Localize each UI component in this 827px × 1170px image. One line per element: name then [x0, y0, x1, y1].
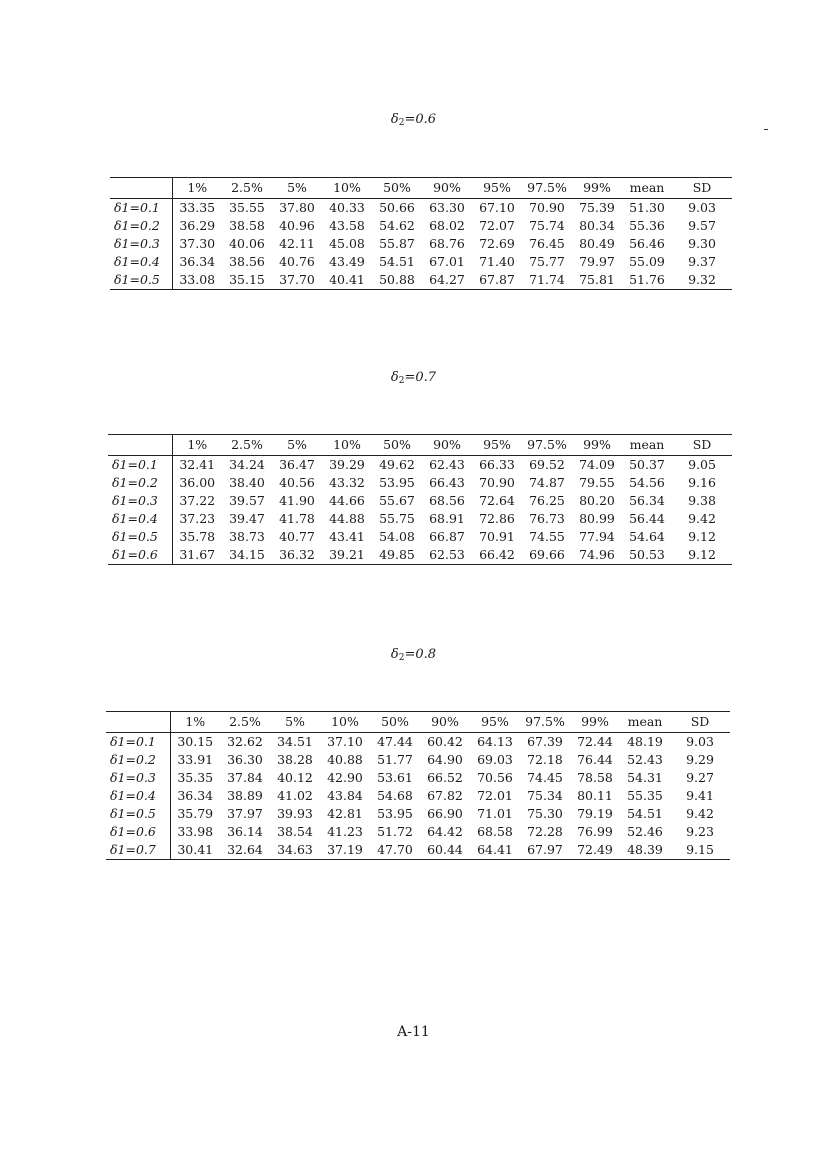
table-cell: 36.34 — [177, 788, 214, 803]
table-cell: 38.58 — [229, 218, 265, 233]
table-cell: 47.70 — [370, 841, 420, 860]
table-cell: 9.42 — [686, 806, 714, 821]
table-row — [110, 271, 732, 290]
table-cell: 43.58 — [329, 218, 365, 233]
table-cell: 48.19 — [627, 734, 663, 749]
table-row — [106, 733, 730, 752]
header-row — [106, 712, 730, 733]
table-cell: 9.41 — [686, 788, 714, 803]
table-cell: 40.96 — [279, 218, 315, 233]
table-cell: 80.20 — [579, 493, 615, 508]
table-cell: 62.53 — [422, 546, 472, 565]
table-cell: 40.33 — [329, 200, 365, 215]
table-cell: 80.34 — [579, 218, 615, 233]
table-cell: 41.78 — [279, 511, 315, 526]
table-cell: 56.44 — [629, 511, 665, 526]
row-label: δ1=0.5 — [108, 528, 172, 546]
table-cell: 39.93 — [277, 806, 313, 821]
table-cell: 35.35 — [177, 770, 214, 785]
table-cell: 38.28 — [277, 752, 313, 767]
table-cell: 43.49 — [329, 254, 365, 269]
table-cell: 67.82 — [427, 788, 463, 803]
table-cell: 42.11 — [279, 236, 315, 251]
table-cell: 51.30 — [629, 200, 665, 215]
column-header: SD — [670, 712, 730, 733]
table-cell: 36.47 — [279, 457, 315, 472]
table-cell: 40.77 — [279, 529, 315, 544]
table-cell: 54.56 — [629, 475, 665, 490]
column-header: 2.5% — [222, 178, 272, 199]
table-cell: 78.58 — [577, 770, 613, 785]
table-cell: 54.08 — [379, 529, 415, 544]
table-cell: 64.41 — [470, 841, 520, 860]
table-cell: 74.96 — [572, 546, 622, 565]
table-cell: 66.87 — [429, 529, 465, 544]
column-header: 99% — [570, 712, 620, 733]
table-cell: 37.30 — [179, 236, 216, 251]
table-cell: 34.15 — [222, 546, 272, 565]
table-cell: 60.44 — [420, 841, 470, 860]
title-value: =0.6 — [404, 112, 437, 127]
table-row — [108, 510, 732, 528]
title-symbol: δ — [390, 647, 399, 662]
column-header: 1% — [172, 178, 222, 199]
column-header: 90% — [422, 435, 472, 456]
column-header: 97.5% — [522, 435, 572, 456]
table-cell: 37.19 — [320, 841, 370, 860]
table-cell: 36.29 — [179, 218, 216, 233]
title-subscript: 2 — [398, 653, 405, 663]
header-corner — [110, 178, 172, 199]
table-cell: 45.08 — [329, 236, 365, 251]
table-row — [108, 456, 732, 475]
table-cell: 79.55 — [579, 475, 615, 490]
table-cell: 38.89 — [227, 788, 263, 803]
table-cell: 75.74 — [529, 218, 565, 233]
table-cell: 9.16 — [688, 475, 716, 490]
table-cell: 34.24 — [229, 457, 265, 472]
table-cell: 9.29 — [686, 752, 714, 767]
table-cell: 56.46 — [629, 236, 665, 251]
table-cell: 54.62 — [379, 218, 415, 233]
table-cell: 35.15 — [222, 271, 272, 290]
table-cell: 34.63 — [270, 841, 320, 860]
table-cell: 40.76 — [279, 254, 315, 269]
table-title — [0, 112, 827, 128]
row-label: δ1=0.5 — [110, 271, 172, 290]
table-cell: 41.23 — [327, 824, 363, 839]
table-cell: 38.54 — [277, 824, 313, 839]
table-cell: 40.41 — [322, 271, 372, 290]
table-cell: 67.87 — [472, 271, 522, 290]
table-cell: 49.62 — [379, 457, 415, 472]
row-label: δ1=0.2 — [108, 474, 172, 492]
quantile-table — [108, 434, 732, 565]
table-cell: 55.87 — [379, 236, 415, 251]
table-cell: 39.29 — [329, 457, 365, 472]
table-cell: 40.06 — [229, 236, 265, 251]
table-row — [108, 528, 732, 546]
table-cell: 44.66 — [329, 493, 365, 508]
table-cell: 64.90 — [427, 752, 463, 767]
table-cell: 37.97 — [227, 806, 263, 821]
table-row — [106, 805, 730, 823]
table-cell: 66.33 — [479, 457, 515, 472]
table-cell: 9.05 — [688, 457, 716, 472]
table-cell: 9.23 — [686, 824, 714, 839]
table-cell: 40.88 — [327, 752, 363, 767]
table-cell: 72.49 — [570, 841, 620, 860]
row-label: δ1=0.1 — [106, 733, 170, 752]
column-header: 95% — [472, 435, 522, 456]
table-cell: 9.12 — [688, 529, 716, 544]
table-cell: 64.42 — [427, 824, 463, 839]
table-cell: 9.42 — [688, 511, 716, 526]
table-cell: 72.01 — [477, 788, 513, 803]
column-header: 97.5% — [522, 178, 572, 199]
table-cell: 32.62 — [227, 734, 263, 749]
table-cell: 60.42 — [427, 734, 463, 749]
table-cell: 53.61 — [377, 770, 413, 785]
table-cell: 67.39 — [527, 734, 563, 749]
row-label: δ1=0.6 — [106, 823, 170, 841]
table-cell: 68.02 — [429, 218, 465, 233]
row-label: δ1=0.1 — [110, 199, 172, 218]
table-cell: 43.41 — [329, 529, 365, 544]
table-cell: 72.86 — [479, 511, 515, 526]
table-cell: 71.01 — [477, 806, 513, 821]
table-cell: 67.01 — [429, 254, 465, 269]
table-cell: 75.77 — [529, 254, 565, 269]
table-cell: 37.22 — [179, 493, 216, 508]
column-header: 95% — [470, 712, 520, 733]
table-cell: 36.00 — [179, 475, 216, 490]
column-header: 50% — [370, 712, 420, 733]
table-cell: 51.76 — [622, 271, 672, 290]
column-header: mean — [620, 712, 670, 733]
table-cell: 51.72 — [377, 824, 413, 839]
table-row — [106, 823, 730, 841]
table-cell: 39.57 — [229, 493, 265, 508]
table-cell: 55.36 — [629, 218, 665, 233]
header-row — [110, 178, 732, 199]
header-corner — [106, 712, 170, 733]
table-cell: 36.34 — [179, 254, 216, 269]
table-cell: 9.27 — [686, 770, 714, 785]
column-header: 90% — [422, 178, 472, 199]
table-cell: 80.11 — [577, 788, 613, 803]
header-corner — [108, 435, 172, 456]
table-cell: 67.97 — [520, 841, 570, 860]
table-cell: 42.81 — [327, 806, 363, 821]
page-number: A-11 — [397, 1024, 430, 1040]
row-label: δ1=0.1 — [108, 456, 172, 475]
table-cell: 9.57 — [688, 218, 716, 233]
table-cell: 43.32 — [329, 475, 365, 490]
table-cell: 75.39 — [579, 200, 615, 215]
column-header: 90% — [420, 712, 470, 733]
table-cell: 32.41 — [179, 457, 216, 472]
table-cell: 72.18 — [527, 752, 563, 767]
table-cell: 74.45 — [527, 770, 563, 785]
table-cell: 41.02 — [277, 788, 313, 803]
header-row — [108, 435, 732, 456]
table-cell: 33.08 — [172, 271, 222, 290]
table-cell: 38.40 — [229, 475, 265, 490]
table-cell: 41.90 — [279, 493, 315, 508]
table-cell: 66.42 — [472, 546, 522, 565]
column-header: 50% — [372, 178, 422, 199]
table-row — [110, 235, 732, 253]
table-cell: 9.32 — [672, 271, 732, 290]
table-cell: 50.37 — [629, 457, 665, 472]
table-row — [110, 217, 732, 235]
table-cell: 33.91 — [177, 752, 214, 767]
column-header: 99% — [572, 178, 622, 199]
quantile-table — [110, 177, 732, 290]
table-cell: 37.23 — [179, 511, 216, 526]
table-cell: 64.27 — [422, 271, 472, 290]
row-label: δ1=0.4 — [108, 510, 172, 528]
table-cell: 35.78 — [179, 529, 216, 544]
title-value: =0.8 — [404, 647, 437, 662]
column-header: SD — [672, 435, 732, 456]
table-cell: 48.39 — [620, 841, 670, 860]
column-header: 95% — [472, 178, 522, 199]
table-cell: 50.53 — [622, 546, 672, 565]
table-cell: 72.07 — [479, 218, 515, 233]
table-row — [110, 199, 732, 218]
column-header: SD — [672, 178, 732, 199]
column-header: 1% — [170, 712, 220, 733]
column-header: 97.5% — [520, 712, 570, 733]
table-cell: 30.41 — [170, 841, 220, 860]
table-row — [108, 546, 732, 565]
table-cell: 9.12 — [672, 546, 732, 565]
table-cell: 68.58 — [477, 824, 513, 839]
table-title — [0, 647, 827, 663]
table-row — [110, 253, 732, 271]
table-cell: 9.37 — [688, 254, 716, 269]
table-cell: 64.13 — [477, 734, 513, 749]
table-cell: 47.44 — [377, 734, 413, 749]
table-cell: 55.75 — [379, 511, 415, 526]
table-cell: 77.94 — [579, 529, 615, 544]
row-label: δ1=0.3 — [106, 769, 170, 787]
table-cell: 72.64 — [479, 493, 515, 508]
title-subscript: 2 — [398, 118, 405, 128]
table-cell: 72.69 — [479, 236, 515, 251]
table-cell: 74.87 — [529, 475, 565, 490]
table-cell: 39.47 — [229, 511, 265, 526]
table-cell: 62.43 — [429, 457, 465, 472]
row-label: δ1=0.5 — [106, 805, 170, 823]
row-label: δ1=0.7 — [106, 841, 170, 860]
table-cell: 69.66 — [522, 546, 572, 565]
table-cell: 54.68 — [377, 788, 413, 803]
table-cell: 70.56 — [477, 770, 513, 785]
table-cell: 9.15 — [670, 841, 730, 860]
table-cell: 53.95 — [379, 475, 415, 490]
table-cell: 33.98 — [177, 824, 214, 839]
column-header: 10% — [320, 712, 370, 733]
column-header: 1% — [172, 435, 222, 456]
table-cell: 68.56 — [429, 493, 465, 508]
table-cell: 50.66 — [379, 200, 415, 215]
column-header: mean — [622, 435, 672, 456]
table-cell: 53.95 — [377, 806, 413, 821]
table-cell: 38.56 — [229, 254, 265, 269]
table-cell: 9.03 — [688, 200, 716, 215]
row-label: δ1=0.2 — [110, 217, 172, 235]
table-cell: 76.44 — [577, 752, 613, 767]
table-cell: 55.67 — [379, 493, 415, 508]
table-cell: 49.85 — [372, 546, 422, 565]
table-cell: 39.21 — [322, 546, 372, 565]
column-header: 2.5% — [222, 435, 272, 456]
table-cell: 36.32 — [272, 546, 322, 565]
table-cell: 38.73 — [229, 529, 265, 544]
table-cell: 33.35 — [179, 200, 216, 215]
table-cell: 66.52 — [427, 770, 463, 785]
table-cell: 70.91 — [479, 529, 515, 544]
table-row — [108, 492, 732, 510]
table-row — [106, 841, 730, 860]
table-cell: 74.55 — [529, 529, 565, 544]
table-cell: 66.43 — [429, 475, 465, 490]
table-cell: 30.15 — [177, 734, 214, 749]
column-header: 5% — [272, 435, 322, 456]
table-cell: 54.51 — [627, 806, 663, 821]
quantile-table — [106, 711, 730, 860]
table-cell: 36.30 — [227, 752, 263, 767]
table-cell: 79.19 — [577, 806, 613, 821]
table-cell: 63.30 — [429, 200, 465, 215]
row-label: δ1=0.6 — [108, 546, 172, 565]
table-cell: 75.30 — [527, 806, 563, 821]
table-row — [106, 769, 730, 787]
table-cell: 70.90 — [529, 200, 565, 215]
table-cell: 72.44 — [577, 734, 613, 749]
table-cell: 50.88 — [372, 271, 422, 290]
table-cell: 56.34 — [629, 493, 665, 508]
table-cell: 52.46 — [627, 824, 663, 839]
table-cell: 74.09 — [579, 457, 615, 472]
table-cell: 31.67 — [172, 546, 222, 565]
table-row — [108, 474, 732, 492]
row-label: δ1=0.3 — [108, 492, 172, 510]
table-cell: 9.30 — [688, 236, 716, 251]
table-cell: 70.90 — [479, 475, 515, 490]
table-row — [106, 751, 730, 769]
table-cell: 42.90 — [327, 770, 363, 785]
table-cell: 76.99 — [577, 824, 613, 839]
table-cell: 69.52 — [529, 457, 565, 472]
table-cell: 44.88 — [329, 511, 365, 526]
table-cell: 80.49 — [579, 236, 615, 251]
table-cell: 54.51 — [379, 254, 415, 269]
table-cell: 76.45 — [529, 236, 565, 251]
table-cell: 75.34 — [527, 788, 563, 803]
title-symbol: δ — [390, 112, 399, 127]
table-cell: 36.14 — [227, 824, 263, 839]
table-cell: 34.51 — [277, 734, 313, 749]
table-cell: 37.84 — [227, 770, 263, 785]
table-cell: 75.81 — [572, 271, 622, 290]
table-row — [106, 787, 730, 805]
table-cell: 35.79 — [177, 806, 214, 821]
table-cell: 37.80 — [279, 200, 315, 215]
table-cell: 40.56 — [279, 475, 315, 490]
title-symbol: δ — [390, 370, 399, 385]
table-cell: 40.12 — [277, 770, 313, 785]
table-cell: 69.03 — [477, 752, 513, 767]
table-cell: 80.99 — [579, 511, 615, 526]
column-header: 10% — [322, 178, 372, 199]
row-label: δ1=0.3 — [110, 235, 172, 253]
table-cell: 51.77 — [377, 752, 413, 767]
table-cell: 35.55 — [229, 200, 265, 215]
table-cell: 37.10 — [327, 734, 363, 749]
column-header: 5% — [272, 178, 322, 199]
title-value: =0.7 — [404, 370, 437, 385]
row-label: δ1=0.4 — [106, 787, 170, 805]
table-title — [0, 370, 827, 386]
column-header: 50% — [372, 435, 422, 456]
table-cell: 54.31 — [627, 770, 663, 785]
table-cell: 76.73 — [529, 511, 565, 526]
title-subscript: 2 — [398, 376, 405, 386]
table-cell: 37.70 — [272, 271, 322, 290]
margin-mark — [764, 129, 768, 130]
table-cell: 79.97 — [579, 254, 615, 269]
column-header: 2.5% — [220, 712, 270, 733]
table-cell: 68.76 — [429, 236, 465, 251]
column-header: 10% — [322, 435, 372, 456]
table-cell: 55.09 — [629, 254, 665, 269]
table-cell: 9.38 — [688, 493, 716, 508]
table-cell: 9.03 — [686, 734, 714, 749]
table-cell: 72.28 — [527, 824, 563, 839]
row-label: δ1=0.4 — [110, 253, 172, 271]
table-cell: 43.84 — [327, 788, 363, 803]
table-cell: 32.64 — [220, 841, 270, 860]
column-header: mean — [622, 178, 672, 199]
table-cell: 76.25 — [529, 493, 565, 508]
table-cell: 66.90 — [427, 806, 463, 821]
table-cell: 55.35 — [627, 788, 663, 803]
row-label: δ1=0.2 — [106, 751, 170, 769]
table-cell: 67.10 — [479, 200, 515, 215]
table-cell: 71.40 — [479, 254, 515, 269]
table-cell: 54.64 — [629, 529, 665, 544]
table-cell: 68.91 — [429, 511, 465, 526]
table-cell: 71.74 — [522, 271, 572, 290]
table-cell: 52.43 — [627, 752, 663, 767]
column-header: 99% — [572, 435, 622, 456]
column-header: 5% — [270, 712, 320, 733]
